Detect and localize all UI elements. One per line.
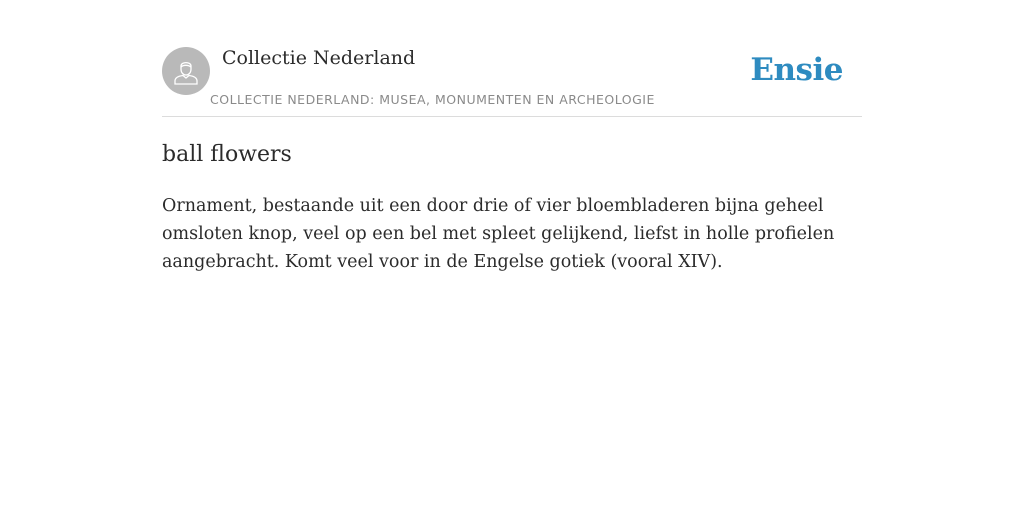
entry-title: ball flowers	[162, 142, 292, 167]
author-name-link[interactable]: Collectie Nederland	[222, 47, 416, 69]
page-header	[162, 47, 862, 117]
author-avatar[interactable]	[162, 47, 210, 95]
entry-body: Ornament, bestaande uit een door drie of vier bloembladeren bijna geheel omsloten knop, veel op een bel met spleet gelijkend, liefst in holle profielen aangebracht. Komt veel voor in de Engelse gotiek (vooral XIV).	[162, 196, 835, 272]
user-silhouette-icon	[171, 56, 201, 86]
author-subtitle: COLLECTIE NEDERLAND: MUSEA, MONUMENTEN EN ARCHEOLOGIE	[210, 92, 655, 107]
brand-logo-link[interactable]: Ensie	[750, 52, 843, 88]
